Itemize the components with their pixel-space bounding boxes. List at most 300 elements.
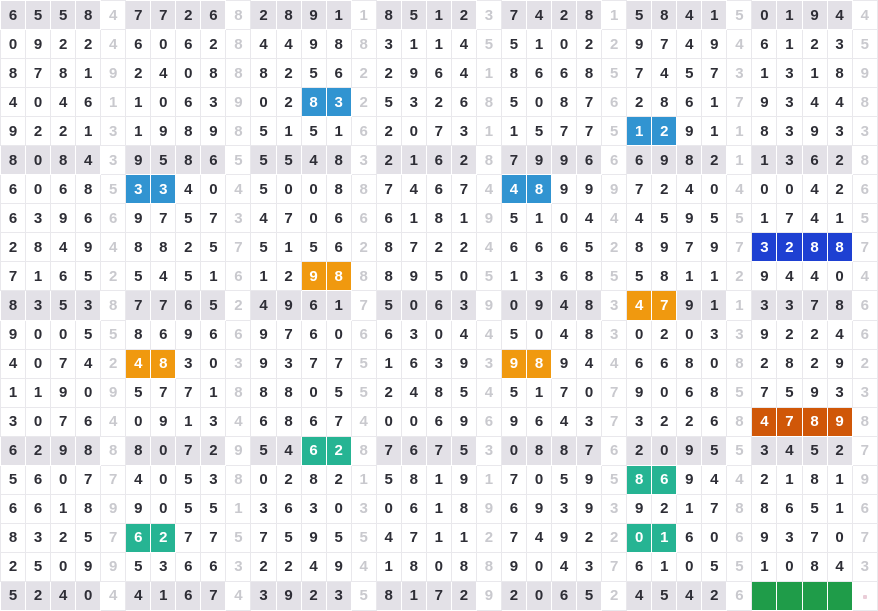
digit-cell: 9 [526,291,551,320]
digit-cell: 0 [176,59,201,88]
digit-cell: 0 [752,175,777,204]
digit-cell: 0 [501,436,526,465]
digit-cell: 9 [677,204,702,233]
digit-cell: 4 [577,349,602,378]
digit-cell: 5 [652,204,677,233]
digit-cell: 8 [652,88,677,117]
digit-cell: 6 [51,262,76,291]
digit-cell: 7 [301,349,326,378]
digit-cell: 3 [326,581,351,610]
separator-digit-cell: 1 [476,465,501,494]
digit-cell: 6 [1,436,26,465]
digit-cell: 7 [702,59,727,88]
number-grid-body [1,1,878,611]
digit-cell: 9 [126,146,151,175]
digit-cell: 8 [126,320,151,349]
digit-cell: 8 [577,59,602,88]
digit-cell: 5 [501,30,526,59]
digit-cell: 5 [151,146,176,175]
digit-cell: 3 [376,30,401,59]
digit-cell: 3 [777,59,802,88]
digit-cell: 0 [151,88,176,117]
separator-digit-cell: 9 [101,378,126,407]
separator-digit-cell: 2 [602,581,627,610]
grid-row [1,1,878,30]
digit-cell: 1 [401,204,426,233]
highlighted-digit-cell: 7 [652,291,677,320]
digit-cell: 6 [526,233,551,262]
digit-cell: 2 [26,581,51,610]
digit-cell: 6 [301,291,326,320]
digit-cell: 6 [176,581,201,610]
highlighted-digit-cell: 8 [326,262,351,291]
separator-digit-cell: 3 [602,291,627,320]
digit-cell: 3 [176,349,201,378]
digit-cell: 9 [451,465,476,494]
separator-digit-cell: 5 [852,204,877,233]
digit-cell: 2 [652,494,677,523]
digit-cell: 2 [802,30,827,59]
digit-cell: 3 [26,204,51,233]
digit-cell: 0 [401,407,426,436]
separator-digit-cell: 8 [476,146,501,175]
digit-cell: 4 [76,349,101,378]
digit-cell: 1 [426,465,451,494]
digit-cell: 9 [577,494,602,523]
digit-cell: 7 [201,523,226,552]
digit-cell: 2 [276,59,301,88]
separator-digit-cell: 4 [602,204,627,233]
separator-digit-cell: 4 [101,1,126,30]
highlighted-digit-cell: 1 [652,523,677,552]
separator-digit-cell: 2 [727,262,752,291]
digit-cell: 1 [702,88,727,117]
digit-cell: 9 [677,117,702,146]
digit-cell: 1 [251,262,276,291]
separator-digit-cell: 9 [852,59,877,88]
digit-cell: 8 [376,581,401,610]
separator-digit-cell: 2 [351,88,376,117]
digit-cell: 0 [552,204,577,233]
digit-cell: 8 [577,320,602,349]
digit-cell: 1 [326,1,351,30]
digit-cell: 3 [752,291,777,320]
digit-cell: 8 [276,407,301,436]
digit-cell: 8 [577,291,602,320]
digit-cell: 3 [777,291,802,320]
digit-cell: 2 [627,436,652,465]
digit-cell: 0 [677,552,702,581]
digit-cell: 7 [501,465,526,494]
separator-digit-cell: 4 [226,407,251,436]
digit-cell: 5 [577,233,602,262]
separator-digit-cell: 9 [602,175,627,204]
separator-digit-cell: 6 [226,320,251,349]
separator-digit-cell: 8 [852,146,877,175]
separator-digit-cell: 5 [476,30,501,59]
digit-cell: 6 [426,175,451,204]
digit-cell: 0 [76,378,101,407]
digit-cell: 6 [276,494,301,523]
separator-digit-cell: 4 [602,349,627,378]
separator-digit-cell: 6 [476,407,501,436]
digit-cell: 0 [201,349,226,378]
separator-digit-cell: 5 [727,378,752,407]
digit-cell: 9 [451,407,476,436]
digit-cell: 7 [176,436,201,465]
digit-cell: 4 [827,320,852,349]
digit-cell: 6 [201,146,226,175]
digit-cell: 6 [426,291,451,320]
digit-cell: 8 [827,59,852,88]
separator-digit-cell: 8 [101,291,126,320]
digit-cell: 2 [777,320,802,349]
separator-digit-cell: 5 [602,59,627,88]
digit-cell: 1 [76,117,101,146]
digit-cell: 9 [752,320,777,349]
digit-cell: 5 [426,262,451,291]
highlighted-digit-cell: 6 [301,436,326,465]
digit-cell: 8 [376,1,401,30]
digit-cell: 4 [251,30,276,59]
separator-digit-cell: 9 [101,552,126,581]
digit-cell: 9 [451,349,476,378]
separator-digit-cell: 3 [852,552,877,581]
digit-cell: 6 [677,88,702,117]
digit-cell: 4 [251,204,276,233]
grid-row [1,117,878,146]
digit-cell: 9 [1,117,26,146]
digit-cell: 0 [26,88,51,117]
separator-digit-cell: 8 [351,30,376,59]
separator-digit-cell: 9 [101,494,126,523]
separator-digit-cell: 6 [351,320,376,349]
digit-cell: 5 [201,233,226,262]
digit-cell: 7 [501,523,526,552]
digit-cell: 3 [401,88,426,117]
highlighted-digit-cell: 2 [151,523,176,552]
separator-digit-cell: 4 [852,262,877,291]
digit-cell: 4 [1,88,26,117]
digit-cell: 8 [201,59,226,88]
digit-cell: 2 [26,117,51,146]
digit-cell: 2 [451,146,476,175]
separator-digit-cell: 2 [602,233,627,262]
digit-cell: 4 [251,291,276,320]
digit-cell: 4 [451,320,476,349]
separator-digit-cell: 9 [101,59,126,88]
highlighted-digit-cell: 9 [301,262,326,291]
digit-cell: 0 [652,436,677,465]
highlighted-digit-cell: 9 [827,407,852,436]
separator-digit-cell: 1 [727,146,752,175]
grid-row [1,378,878,407]
digit-cell: 8 [151,233,176,262]
digit-cell: 1 [26,378,51,407]
separator-digit-cell: 4 [727,175,752,204]
digit-cell: 6 [376,320,401,349]
digit-cell: 5 [326,523,351,552]
digit-cell: 5 [126,262,151,291]
digit-cell: 5 [702,204,727,233]
digit-cell: 2 [752,349,777,378]
grid-row [1,494,878,523]
digit-cell: 4 [677,175,702,204]
digit-cell: 7 [752,378,777,407]
separator-digit-cell: 3 [101,117,126,146]
digit-cell: 4 [51,233,76,262]
grid-row [1,59,878,88]
digit-cell: 1 [526,204,551,233]
digit-cell: 5 [677,59,702,88]
digit-cell: 6 [401,494,426,523]
separator-digit-cell: 3 [476,436,501,465]
separator-digit-cell: 3 [226,349,251,378]
separator-digit-cell: 5 [727,1,752,30]
digit-cell: 8 [276,378,301,407]
separator-digit-cell: 5 [226,146,251,175]
separator-digit-cell: 6 [727,523,752,552]
digit-cell: 1 [451,204,476,233]
separator-digit-cell: 2 [226,291,251,320]
digit-cell: 5 [251,146,276,175]
digit-cell: 2 [426,233,451,262]
separator-digit-cell: 8 [226,30,251,59]
digit-cell: 9 [802,117,827,146]
digit-cell: 2 [552,1,577,30]
separator-digit-cell: 9 [476,494,501,523]
digit-cell: 2 [752,465,777,494]
digit-cell: 5 [501,204,526,233]
digit-cell: 7 [176,523,201,552]
digit-cell: 1 [501,262,526,291]
digit-cell: 7 [677,233,702,262]
digit-cell: 1 [376,552,401,581]
digit-cell: 6 [627,349,652,378]
digit-cell: 9 [802,1,827,30]
digit-cell: 2 [276,465,301,494]
separator-digit-cell: 3 [852,117,877,146]
separator-digit-cell: 8 [351,436,376,465]
digit-cell: 6 [552,233,577,262]
digit-cell: 0 [151,436,176,465]
digit-cell: 5 [26,552,51,581]
digit-cell: 7 [126,291,151,320]
digit-cell: 5 [627,262,652,291]
digit-cell: 9 [51,436,76,465]
separator-digit-cell: 2 [852,349,877,378]
digit-cell: 4 [677,30,702,59]
separator-digit-cell: 8 [226,465,251,494]
digit-cell: 6 [126,30,151,59]
digit-cell: 4 [552,407,577,436]
digit-cell: 7 [151,378,176,407]
digit-cell: 9 [26,30,51,59]
digit-cell: 6 [677,523,702,552]
digit-cell: 5 [26,1,51,30]
digit-cell: 9 [76,552,101,581]
separator-digit-cell: 6 [602,88,627,117]
digit-cell: 4 [151,59,176,88]
digit-cell: 1 [702,117,727,146]
grid-row [1,30,878,59]
digit-cell: 4 [126,581,151,610]
digit-cell: 0 [151,465,176,494]
digit-cell: 0 [26,407,51,436]
separator-digit-cell: 3 [476,1,501,30]
digit-cell: 7 [376,436,401,465]
highlighted-digit-cell: 9 [501,349,526,378]
digit-cell: 7 [51,407,76,436]
digit-cell: 2 [51,30,76,59]
digit-cell: 8 [326,146,351,175]
digit-cell: 9 [301,1,326,30]
digit-cell: 2 [251,1,276,30]
digit-cell: 4 [677,1,702,30]
highlighted-digit-cell: 7 [777,407,802,436]
digit-cell: 9 [552,523,577,552]
digit-cell: 0 [301,204,326,233]
digit-cell: 7 [802,291,827,320]
digit-cell: 6 [151,320,176,349]
separator-digit-cell: 3 [727,59,752,88]
digit-cell: 6 [577,146,602,175]
digit-cell: 6 [526,407,551,436]
highlighted-digit-cell: 8 [802,233,827,262]
separator-digit-cell: 2 [602,30,627,59]
separator-digit-cell: 6 [852,320,877,349]
digit-cell: 8 [451,494,476,523]
digit-cell: 8 [577,1,602,30]
highlighted-digit-cell: 2 [652,117,677,146]
digit-cell: 5 [126,378,151,407]
digit-cell: 7 [151,291,176,320]
digit-cell: 3 [451,291,476,320]
separator-digit-cell: 3 [226,552,251,581]
digit-cell: 7 [627,59,652,88]
highlighted-digit-cell: 3 [752,233,777,262]
digit-cell: 5 [176,494,201,523]
digit-cell: 1 [426,1,451,30]
digit-cell: 3 [526,262,551,291]
digit-cell: 0 [376,407,401,436]
digit-cell: 2 [51,523,76,552]
digit-cell: 0 [827,262,852,291]
digit-cell: 3 [26,523,51,552]
separator-digit-cell: 5 [602,465,627,494]
digit-cell: 4 [827,1,852,30]
digit-cell: 9 [702,233,727,262]
digit-cell: 6 [426,59,451,88]
digit-cell: 7 [326,407,351,436]
digit-cell: 2 [627,88,652,117]
digit-cell: 6 [326,59,351,88]
digit-cell: 4 [627,204,652,233]
separator-digit-cell: 3 [727,320,752,349]
highlighted-digit-cell [802,581,827,610]
digit-cell: 8 [627,233,652,262]
digit-cell: 4 [827,88,852,117]
digit-cell: 7 [326,349,351,378]
digit-cell: 4 [627,581,652,610]
highlighted-digit-cell: 1 [627,117,652,146]
digit-cell: 0 [526,552,551,581]
digit-cell: 2 [827,175,852,204]
digit-cell: 1 [126,117,151,146]
digit-cell: 0 [702,175,727,204]
digit-cell: 7 [552,378,577,407]
digit-cell: 0 [526,88,551,117]
highlighted-digit-cell: 4 [501,175,526,204]
digit-cell: 9 [552,175,577,204]
separator-digit-cell: 5 [351,523,376,552]
digit-cell: 4 [301,552,326,581]
separator-digit-cell: 1 [727,117,752,146]
digit-cell: 8 [176,146,201,175]
digit-cell: 7 [577,117,602,146]
digit-cell: 9 [1,320,26,349]
separator-digit-cell: 5 [852,30,877,59]
separator-digit-cell: 3 [602,494,627,523]
separator-digit-cell: 6 [852,494,877,523]
digit-cell: 7 [577,88,602,117]
digit-cell: 6 [376,204,401,233]
highlighted-digit-cell: 4 [627,291,652,320]
digit-cell: 5 [451,378,476,407]
separator-digit-cell: 4 [226,175,251,204]
separator-digit-cell [852,581,877,610]
digit-cell: 6 [552,59,577,88]
digit-cell: 5 [176,204,201,233]
digit-cell: 6 [526,59,551,88]
digit-cell: 2 [1,552,26,581]
digit-cell: 4 [802,204,827,233]
digit-cell: 0 [201,175,226,204]
digit-cell: 8 [1,146,26,175]
digit-cell: 8 [126,233,151,262]
digit-cell: 2 [802,349,827,378]
separator-digit-cell: 9 [476,581,501,610]
separator-digit-cell: 4 [476,378,501,407]
digit-cell: 1 [376,349,401,378]
digit-cell: 8 [677,349,702,378]
separator-digit-cell: 4 [101,30,126,59]
digit-cell: 0 [702,349,727,378]
digit-cell: 5 [76,262,101,291]
separator-digit-cell: 9 [852,465,877,494]
digit-cell: 0 [26,349,51,378]
separator-digit-cell: 8 [852,407,877,436]
separator-digit-cell: 5 [351,349,376,378]
separator-digit-cell: 1 [351,1,376,30]
separator-digit-cell: 1 [101,88,126,117]
digit-cell: 7 [376,175,401,204]
digit-cell: 5 [201,291,226,320]
digit-cell: 0 [51,552,76,581]
highlighted-digit-cell: 8 [827,233,852,262]
digit-cell: 3 [552,494,577,523]
digit-cell: 1 [426,523,451,552]
separator-digit-cell: 1 [351,465,376,494]
highlighted-digit-cell: 2 [777,233,802,262]
digit-cell: 1 [426,494,451,523]
digit-cell: 8 [251,378,276,407]
digit-cell: 2 [577,30,602,59]
digit-cell: 0 [251,465,276,494]
digit-cell: 1 [276,233,301,262]
digit-cell: 8 [526,436,551,465]
digit-cell: 0 [376,494,401,523]
